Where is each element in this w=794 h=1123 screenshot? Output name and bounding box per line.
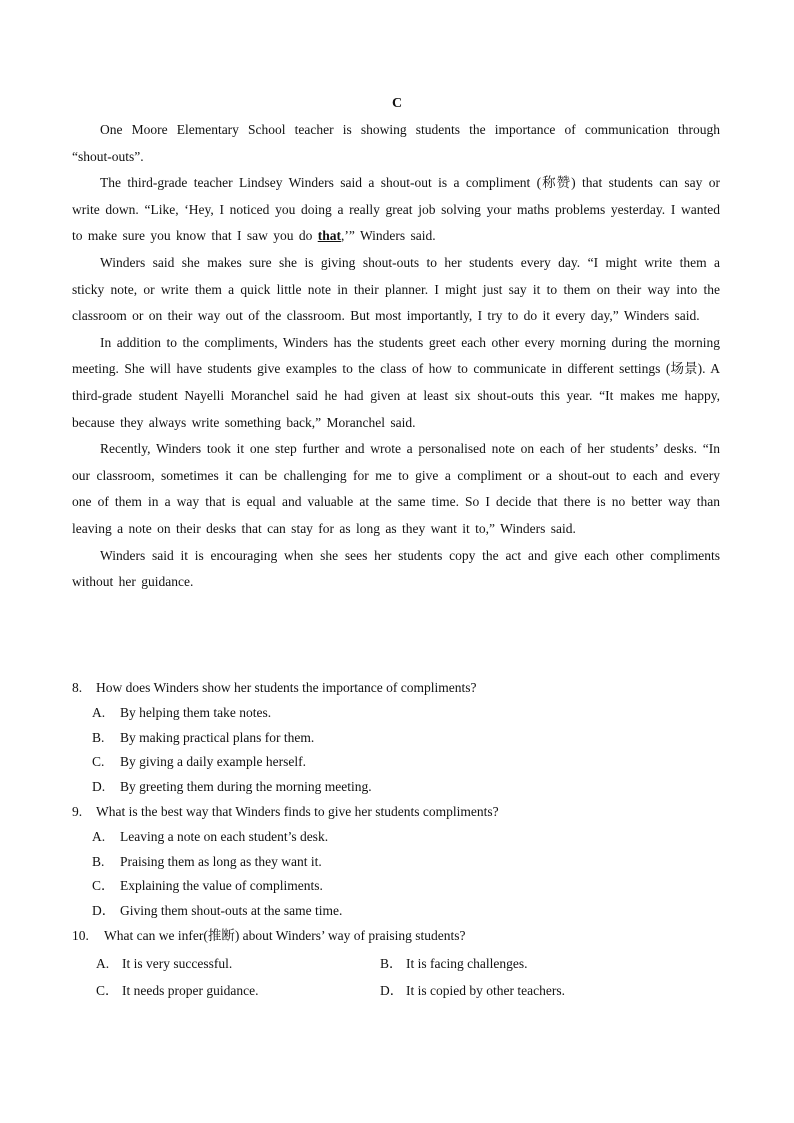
- option-b[interactable]: [92, 726, 372, 751]
- option-d[interactable]: [92, 775, 372, 800]
- option-letter: D.: [92, 778, 106, 794]
- option-a[interactable]: [96, 951, 232, 977]
- question-text: What can we infer(推断) about Winders’ way of praising students?: [104, 928, 466, 943]
- option-b[interactable]: [380, 951, 527, 977]
- question-number: 8.: [72, 680, 83, 695]
- option-letter: B.: [92, 729, 105, 745]
- paragraph-1: One Moore Elementary School teacher is showing students the importance of communication through “shout-outs”.: [72, 122, 720, 164]
- option-letter: A.: [92, 829, 106, 844]
- highlighted-word: that: [317, 228, 341, 244]
- paragraph-2-text: The third-grade teacher Lindsey Winders said a shout-out is a compliment (称赞) that students can say or write down. “Like, ‘Hey, I noticed you doing a really great job solving your maths problems yesterday. I wanted to make sure you know that I saw you do: [72, 175, 720, 244]
- question-stem: [72, 675, 477, 701]
- option-letter: B．: [380, 956, 403, 971]
- option-a[interactable]: [92, 701, 372, 726]
- option-c[interactable]: [92, 874, 342, 899]
- option-letter: A.: [96, 956, 110, 971]
- option-text: It is very successful.: [122, 956, 233, 971]
- option-list: [92, 701, 372, 799]
- question-text: How does Winders show her students the importance of compliments?: [96, 680, 477, 695]
- option-text: By greeting them during the morning meeting.: [120, 778, 372, 794]
- option-letter: A.: [92, 705, 106, 720]
- option-text: It is copied by other teachers.: [406, 983, 565, 998]
- option-letter: C.: [92, 754, 105, 769]
- question-8: [72, 675, 720, 799]
- paragraph-6: Winders said it is encouraging when she sees her students copy the act and give each other compliments without her guidance.: [72, 547, 720, 590]
- question-number: 10.: [72, 928, 89, 943]
- question-stem: [72, 799, 499, 825]
- option-text: It needs proper guidance.: [122, 983, 259, 998]
- paragraph-5: Recently, Winders took it one step further and wrote a personalised note on each of her students’ desks. “In our classroom, sometimes it can be challenging for me to give a compliment or a shout-out to each and every one of them in a way that is equal and valuable at the same time. So I decide that there is no better way than leaving a note on their desks that can stay for as long as they want it to,” Winders said.: [72, 441, 720, 536]
- paragraph-4: In addition to the compliments, Winders has the students greet each other every morning during the morning meeting. She will have students give examples to the class of how to communicate in different settings (场景). A third-grade student Nayelli Moranchel said he had given at least six shout-outs this year. “It makes me happy, because they always write something back,” Moranchel said.: [72, 334, 720, 430]
- option-text: By helping them take notes.: [120, 705, 272, 720]
- option-d[interactable]: [92, 899, 342, 924]
- paragraph-2-tail: ,’” Winders said.: [340, 228, 436, 244]
- option-c[interactable]: [92, 750, 372, 775]
- option-letter: D．: [92, 902, 116, 918]
- option-letter: B.: [92, 853, 105, 869]
- option-c[interactable]: [96, 978, 258, 1004]
- question-list: [72, 675, 720, 1013]
- option-letter: D．: [380, 983, 404, 998]
- option-text: By making practical plans for them.: [120, 729, 315, 745]
- option-text: Praising them as long as they want it.: [120, 853, 322, 869]
- option-letter: C．: [96, 983, 119, 998]
- option-text: Giving them shout-outs at the same time.: [120, 902, 343, 918]
- option-list: [92, 825, 342, 923]
- option-d[interactable]: [380, 978, 565, 1004]
- option-letter: C．: [92, 878, 115, 893]
- option-text: It is facing challenges.: [406, 956, 528, 971]
- paragraph-3: Winders said she makes sure she is giving shout-outs to her students every day. “I might write them a sticky note, or write them a quick little note in their planner. I might just say it to them on their way into the classroom or on their way out of the classroom. But most importantly, I try to do it every day,” Winders said.: [72, 254, 720, 324]
- option-text: By giving a daily example herself.: [120, 754, 306, 769]
- question-10: [72, 923, 720, 1013]
- option-b[interactable]: [92, 850, 342, 875]
- reading-passage: [72, 117, 720, 596]
- paragraph-2: [72, 170, 720, 250]
- question-text: What is the best way that Winders finds to give her students compliments?: [96, 804, 499, 819]
- question-number: 9.: [72, 804, 83, 819]
- question-9: [72, 799, 720, 923]
- question-stem: [72, 923, 465, 949]
- option-text: Explaining the value of compliments.: [120, 878, 323, 893]
- option-a[interactable]: [92, 825, 342, 850]
- option-text: Leaving a note on each student’s desk.: [120, 829, 329, 844]
- section-title: C: [391, 96, 403, 111]
